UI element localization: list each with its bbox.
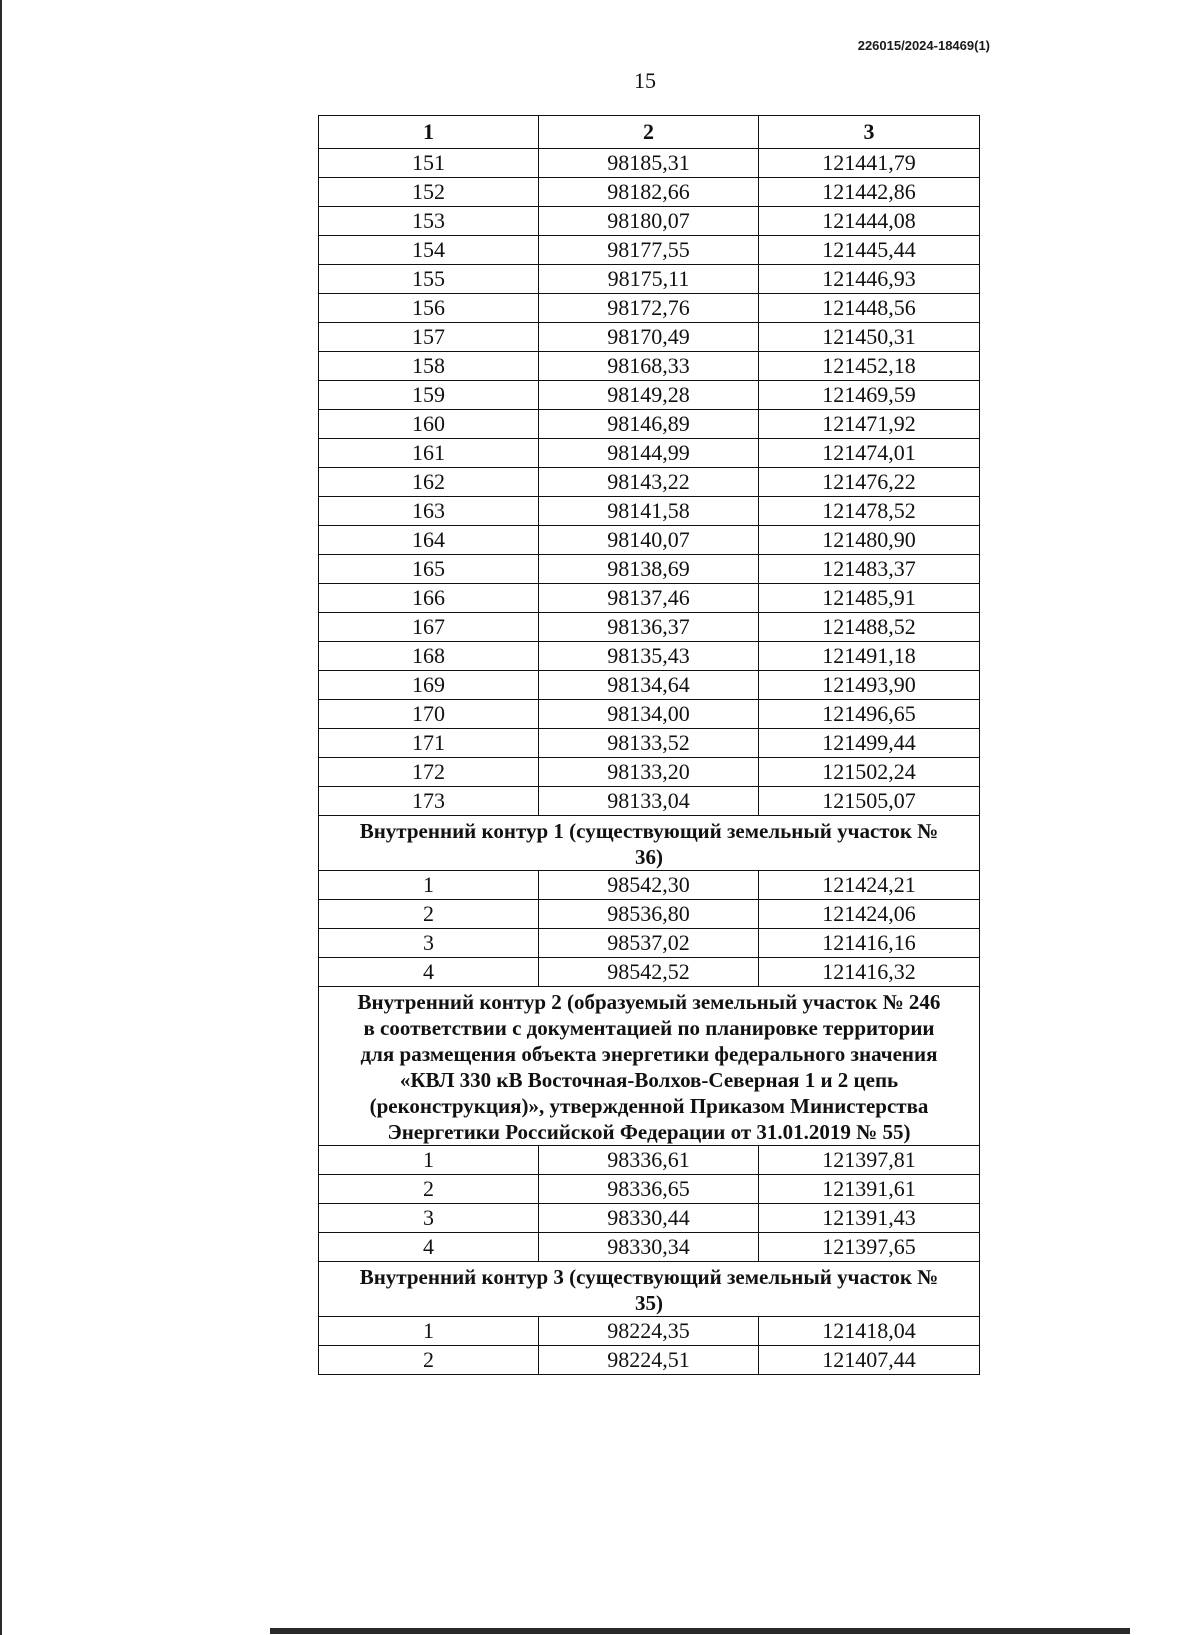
y-coordinate-cell: 121397,81 (759, 1146, 980, 1175)
table-row (319, 958, 980, 987)
point-number-cell: 160 (319, 410, 539, 439)
point-number-cell: 166 (319, 584, 539, 613)
x-coordinate-cell: 98180,07 (539, 207, 759, 236)
point-number-cell: 156 (319, 294, 539, 323)
point-number-cell: 2 (319, 1175, 539, 1204)
x-coordinate-cell: 98330,34 (539, 1233, 759, 1262)
x-coordinate-cell: 98542,30 (539, 871, 759, 900)
x-coordinate-cell: 98542,52 (539, 958, 759, 987)
x-coordinate-cell: 98140,07 (539, 526, 759, 555)
y-coordinate-cell: 121471,92 (759, 410, 980, 439)
table-row (319, 265, 980, 294)
x-coordinate-cell: 98182,66 (539, 178, 759, 207)
table-row (319, 787, 980, 816)
y-coordinate-cell: 121391,43 (759, 1204, 980, 1233)
point-number-cell: 1 (319, 1317, 539, 1346)
x-coordinate-cell: 98134,64 (539, 671, 759, 700)
table-row (319, 294, 980, 323)
y-coordinate-cell: 121416,16 (759, 929, 980, 958)
y-coordinate-cell: 121493,90 (759, 671, 980, 700)
point-number-cell: 153 (319, 207, 539, 236)
table-row (319, 613, 980, 642)
x-coordinate-cell: 98141,58 (539, 497, 759, 526)
table-row (319, 929, 980, 958)
point-number-cell: 168 (319, 642, 539, 671)
x-coordinate-cell: 98185,31 (539, 149, 759, 178)
x-coordinate-cell: 98224,51 (539, 1346, 759, 1375)
page-number: 15 (634, 68, 656, 93)
point-number-cell: 172 (319, 758, 539, 787)
table-row (319, 671, 980, 700)
table-row (319, 410, 980, 439)
table-row (319, 1233, 980, 1262)
x-coordinate-cell: 98336,65 (539, 1175, 759, 1204)
y-coordinate-cell: 121441,79 (759, 149, 980, 178)
y-coordinate-cell: 121442,86 (759, 178, 980, 207)
point-number-cell: 154 (319, 236, 539, 265)
y-coordinate-cell: 121452,18 (759, 352, 980, 381)
y-coordinate-cell: 121418,04 (759, 1317, 980, 1346)
point-number-cell: 165 (319, 555, 539, 584)
x-coordinate-cell: 98537,02 (539, 929, 759, 958)
y-coordinate-cell: 121450,31 (759, 323, 980, 352)
x-coordinate-cell: 98146,89 (539, 410, 759, 439)
point-number-cell: 2 (319, 1346, 539, 1375)
point-number-cell: 171 (319, 729, 539, 758)
y-coordinate-cell: 121485,91 (759, 584, 980, 613)
x-coordinate-cell: 98224,35 (539, 1317, 759, 1346)
y-coordinate-cell: 121445,44 (759, 236, 980, 265)
x-coordinate-cell: 98177,55 (539, 236, 759, 265)
table-row (319, 439, 980, 468)
table-row (319, 149, 980, 178)
point-number-cell: 152 (319, 178, 539, 207)
column-header-point: 1 (319, 116, 539, 149)
x-coordinate-cell: 98133,52 (539, 729, 759, 758)
y-coordinate-cell: 121416,32 (759, 958, 980, 987)
y-coordinate-cell: 121491,18 (759, 642, 980, 671)
table-row (319, 642, 980, 671)
y-coordinate-cell: 121448,56 (759, 294, 980, 323)
point-number-cell: 1 (319, 871, 539, 900)
table-row (319, 900, 980, 929)
table-row (319, 555, 980, 584)
x-coordinate-cell: 98136,37 (539, 613, 759, 642)
point-number-cell: 3 (319, 929, 539, 958)
y-coordinate-cell: 121397,65 (759, 1233, 980, 1262)
section-title-row (319, 816, 980, 871)
section-title-row (319, 1262, 980, 1317)
y-coordinate-cell: 121499,44 (759, 729, 980, 758)
y-coordinate-cell: 121407,44 (759, 1346, 980, 1375)
table-row (319, 1317, 980, 1346)
point-number-cell: 4 (319, 1233, 539, 1262)
scan-bottom-edge (270, 1628, 1130, 1634)
y-coordinate-cell: 121391,61 (759, 1175, 980, 1204)
point-number-cell: 155 (319, 265, 539, 294)
point-number-cell: 2 (319, 900, 539, 929)
table-row (319, 1346, 980, 1375)
document-number: 226015/2024-18469(1) (857, 38, 990, 53)
point-number-cell: 3 (319, 1204, 539, 1233)
table-row (319, 700, 980, 729)
section-title: Внутренний контур 3 (существующий земельный участок № 35) (319, 1262, 980, 1317)
x-coordinate-cell: 98133,04 (539, 787, 759, 816)
section-title-row (319, 987, 980, 1146)
point-number-cell: 164 (319, 526, 539, 555)
x-coordinate-cell: 98168,33 (539, 352, 759, 381)
point-number-cell: 173 (319, 787, 539, 816)
x-coordinate-cell: 98137,46 (539, 584, 759, 613)
table-row (319, 468, 980, 497)
table-row (319, 758, 980, 787)
table-row (319, 1204, 980, 1233)
point-number-cell: 161 (319, 439, 539, 468)
table-row (319, 871, 980, 900)
scan-left-edge (0, 0, 2, 1635)
table-header-row (319, 116, 980, 149)
point-number-cell: 4 (319, 958, 539, 987)
x-coordinate-cell: 98172,76 (539, 294, 759, 323)
x-coordinate-cell: 98330,44 (539, 1204, 759, 1233)
point-number-cell: 167 (319, 613, 539, 642)
table-row (319, 381, 980, 410)
point-number-cell: 159 (319, 381, 539, 410)
y-coordinate-cell: 121505,07 (759, 787, 980, 816)
table-row (319, 584, 980, 613)
section-title: Внутренний контур 1 (существующий земельный участок № 36) (319, 816, 980, 871)
table-row (319, 323, 980, 352)
column-header-y: 3 (759, 116, 980, 149)
x-coordinate-cell: 98536,80 (539, 900, 759, 929)
x-coordinate-cell: 98170,49 (539, 323, 759, 352)
table-row (319, 729, 980, 758)
table-row (319, 236, 980, 265)
y-coordinate-cell: 121469,59 (759, 381, 980, 410)
y-coordinate-cell: 121424,06 (759, 900, 980, 929)
point-number-cell: 163 (319, 497, 539, 526)
section-title: Внутренний контур 2 (образуемый земельный участок № 246 в соответствии с документацией по планировке территории для размещения объекта энергетики федерального значения «КВЛ 330 кВ Восточная-Волхов-Северная 1 и 2 цепь (реконструкция)», утвержденной Приказом Министерства Энергетики Российской Федерации от 31.01.2019 № 55) (319, 987, 980, 1146)
y-coordinate-cell: 121502,24 (759, 758, 980, 787)
coordinates-table-body (319, 116, 980, 1375)
y-coordinate-cell: 121446,93 (759, 265, 980, 294)
table-row (319, 1146, 980, 1175)
table-row (319, 497, 980, 526)
point-number-cell: 162 (319, 468, 539, 497)
x-coordinate-cell: 98143,22 (539, 468, 759, 497)
table-row (319, 526, 980, 555)
x-coordinate-cell: 98135,43 (539, 642, 759, 671)
x-coordinate-cell: 98133,20 (539, 758, 759, 787)
y-coordinate-cell: 121483,37 (759, 555, 980, 584)
table-row (319, 207, 980, 236)
y-coordinate-cell: 121476,22 (759, 468, 980, 497)
table-row (319, 352, 980, 381)
y-coordinate-cell: 121424,21 (759, 871, 980, 900)
y-coordinate-cell: 121496,65 (759, 700, 980, 729)
point-number-cell: 170 (319, 700, 539, 729)
y-coordinate-cell: 121444,08 (759, 207, 980, 236)
x-coordinate-cell: 98336,61 (539, 1146, 759, 1175)
point-number-cell: 151 (319, 149, 539, 178)
x-coordinate-cell: 98138,69 (539, 555, 759, 584)
coordinates-table (318, 115, 980, 1375)
x-coordinate-cell: 98175,11 (539, 265, 759, 294)
point-number-cell: 158 (319, 352, 539, 381)
x-coordinate-cell: 98134,00 (539, 700, 759, 729)
x-coordinate-cell: 98149,28 (539, 381, 759, 410)
column-header-x: 2 (539, 116, 759, 149)
y-coordinate-cell: 121480,90 (759, 526, 980, 555)
y-coordinate-cell: 121478,52 (759, 497, 980, 526)
point-number-cell: 1 (319, 1146, 539, 1175)
point-number-cell: 157 (319, 323, 539, 352)
y-coordinate-cell: 121474,01 (759, 439, 980, 468)
y-coordinate-cell: 121488,52 (759, 613, 980, 642)
point-number-cell: 169 (319, 671, 539, 700)
x-coordinate-cell: 98144,99 (539, 439, 759, 468)
table-row (319, 178, 980, 207)
table-row (319, 1175, 980, 1204)
